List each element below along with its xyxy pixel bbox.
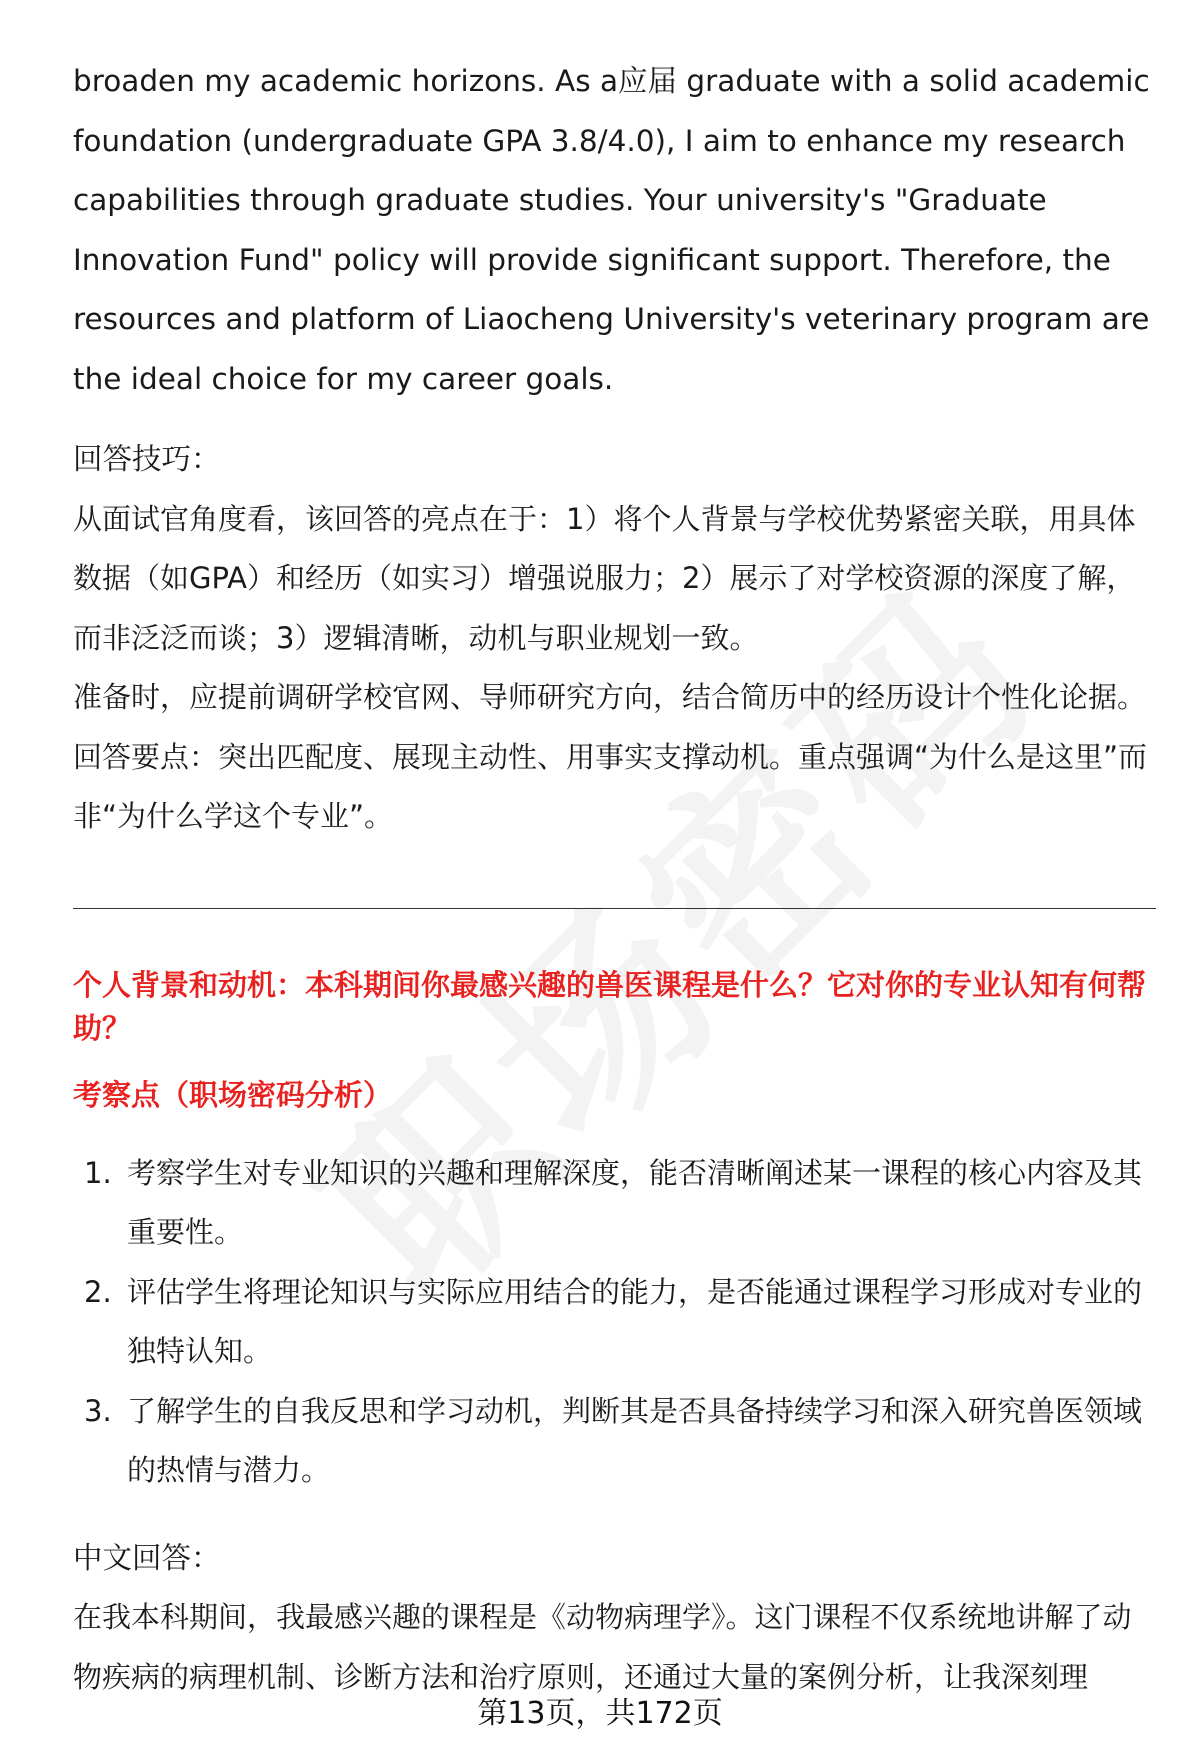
analysis-points-list [73,1144,1153,1501]
list-item [73,1144,1153,1263]
english-answer-paragraph: broaden my academic horizons. As a应届 graduate with a solid academic foundation (undergraduate GPA 3.8/4.0), I aim to enhance my research capabilities through graduate studies. Your university's "Graduate Innovation Fund" policy will provide significant support. Therefore, the resources and platform of Liaocheng University's veterinary program are the ideal choice for my career goals. [73,64,1150,396]
tips-label: 回答技巧： [73,442,221,476]
list-item-text: 考察学生对专业知识的兴趣和理解深度，能否清晰阐述某一课程的核心内容及其重要性。 [127,1155,1143,1249]
page-number-footer: 第13页，共172页 [477,1696,723,1731]
list-item-number: 3. [84,1393,112,1428]
list-item-text: 了解学生的自我反思和学习动机，判断其是否具备持续学习和深入研究兽医领域的热情与潜力。 [127,1393,1143,1487]
list-item [73,1263,1153,1382]
list-item-text: 评估学生将理论知识与实际应用结合的能力，是否能通过课程学习形成对专业的独特认知。 [127,1274,1143,1368]
chinese-answer-text: 在我本科期间，我最感兴趣的课程是《动物病理学》。这门课程不仅系统地讲解了动物疾病的病理机制、诊断方法和治疗原则，还通过大量的案例分析，让我深刻理 [73,1600,1132,1694]
list-item-number: 1. [84,1155,112,1190]
question-title: 个人背景和动机：本科期间你最感兴趣的兽医课程是什么？它对你的专业认知有何帮助？ [73,967,1147,1045]
list-item-number: 2. [84,1274,112,1309]
tips-paragraph-1: 从面试官角度看，该回答的亮点在于：1）将个人背景与学校优势紧密关联，用具体数据（如GPA）和经历（如实习）增强说服力；2）展示了对学校资源的深度了解，而非泛泛而谈；3）逻辑清晰，动机与职业规划一致。 [73,501,1136,655]
analysis-label: 考察点（职场密码分析） [73,1077,393,1112]
list-item [73,1382,1153,1501]
chinese-answer-label: 中文回答： [73,1540,221,1575]
page-content [73,52,1153,1707]
tips-paragraph-2: 准备时，应提前调研学校官网、导师研究方向，结合简历中的经历设计个性化论据。回答要点：突出匹配度、展现主动性、用事实支撑动机。重点强调“为什么是这里”而非“为什么学这个专业”。 [73,680,1148,833]
section-divider [73,908,1156,909]
